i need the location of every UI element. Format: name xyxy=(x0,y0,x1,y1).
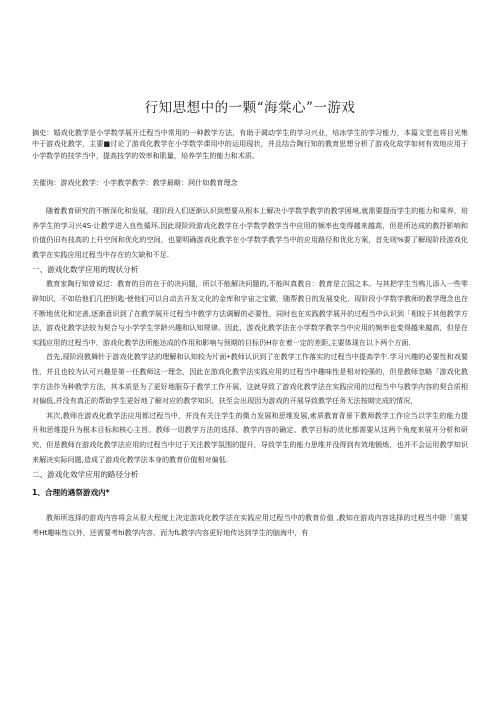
abstract-paragraph: 摘史：婚戏化教学是小学数学展开迁程当中常用的一种教学方法，有助于调动学生的学习兴业，培冰学生的学习能力，本篇文堂也将目光集中于游戏化教学，主要■讨论了游戏化教学在小学数学课用中的运用现状，并且结合陶行知的教育思想分析了游戏化故学如何有效地应用于小学数学的技学当中，提高技学的效率和肌量，培养学生的能力和术质。 xyxy=(32,128,468,160)
section-heading-2: 二、游戏化效学应用的路径分析 xyxy=(32,470,139,480)
body-paragraph-1: 教育家陶行知曾说过：教育的目的在于的决问题，所以不能解决问题的,不能叫真教自：教育是立国之本。与其把学生当鸭儿添入一些零碎知识，不如给他们几把钥匙·使他们可以自动去开发文化的金库和宇宙之宝微，随帮教日的发展变化，现阶段小学数学教师的教学理念也在不断地优化和完善,逐渐意识到了在教学展开过程当中教学方法调解的必要性，同时也在实践教学展开的过程当中认识到「相较于其他教学方法，游戏化教学法较为契合与小学学生学龄兴趣和认知规律。因此，游戏化教学法在小学数学教学当中应用的频率也变得越来越高，但是在实践应用的过程当中，游戏化教学法所能达成的作用和影响与预期的目标仍H存在着一定的差距,主要体现在以卜两个方面. xyxy=(32,279,468,347)
body-paragraph-3: 其次,教师在游戏化教学法应用都过程当中，并没有关注学生的微力发展和思维发展,索质教育背景下教师教学工作应当以学生的能力提升和思维提升为根本目标和核心主旨。教师一切教学方法的选择、教学内容的确定、教学目标的优化都需要从这两个角度来展开分析和研究，但是教师在游戏化教学法应用的过程当中过于关注教学氛围的提升，导致学生的能力思维并没得到有效地锻炼，也并不会运用教学知识来解决实际问题,造成了游戏化教学法本身的教育价值相对偏低. xyxy=(32,410,468,464)
subsection-heading-1: 1、合理的遇祭游戏内* xyxy=(32,488,110,498)
intro-paragraph: 随着教育研究的不断深化和发展，现阶段人们逐渐认识到想要从根本上解决小学数学教学的教学困境,就需要提而学生的能力和乘养，培养学生的学习兴4S·让教学进入良性循环,因此现阶段游戏化教学在小学数学教学当中应用的频率也变得越来越高，但是所达成的教抒影响和价值仍旧有技高的上升空间和优化的空间，也要明确游戏化教学在小学数学教学当中的应用路径和优化方案，首先则%要了解现阶段游戏化教学在实践应用过程当中存在的欠缺和不足. xyxy=(32,206,468,259)
document-body xyxy=(32,204,468,540)
document-page xyxy=(32,0,468,707)
document-title: 行知思想中的一颗“海棠心”一游戏 xyxy=(144,100,356,116)
spacer xyxy=(32,503,468,511)
section-heading-1: 一、游戏化数学应用的现状分析 xyxy=(32,265,139,275)
body-paragraph-2: 首先,现阶段教舞针于游戏化教学法的理解和认知较为片面•教师认识到了在教学工作落实的过程当中提高学牛.学习兴趣的必要性和戏要性，并且也较为认可兴趣是第一任教师这一理念，因此在游戏化教学法实践应用的过程当中趣味性是相对较强的，但是教师忽略「游戏化教学方法作为种教学方法，其本质是为了更好地服芬于教学工作开展，这就导致了游戏化教学法在实践应用的过程当中与教学内容的契合质相对偏低,并没有真正的帮助学生更好地了解对应的教学知识，扶至会出现因为游戏的开展导致教学任务无法按期完成的情况， xyxy=(32,352,468,406)
body-paragraph-4: 教师所选择的游戏内容将会从很大程度上决定游戏化教学法在实践应用过程当中的教育价值 ,教知在游戏内容选择的过程当中除「需要考Ht趣味性以外，还需要考hi教学内容，而为fL教学内容更好地传达到学生的脑海中，有 xyxy=(32,513,468,537)
keywords-line: 关催询：游戏化教学：小学教学教学：教学最略：网什如教育理念 xyxy=(32,178,238,187)
